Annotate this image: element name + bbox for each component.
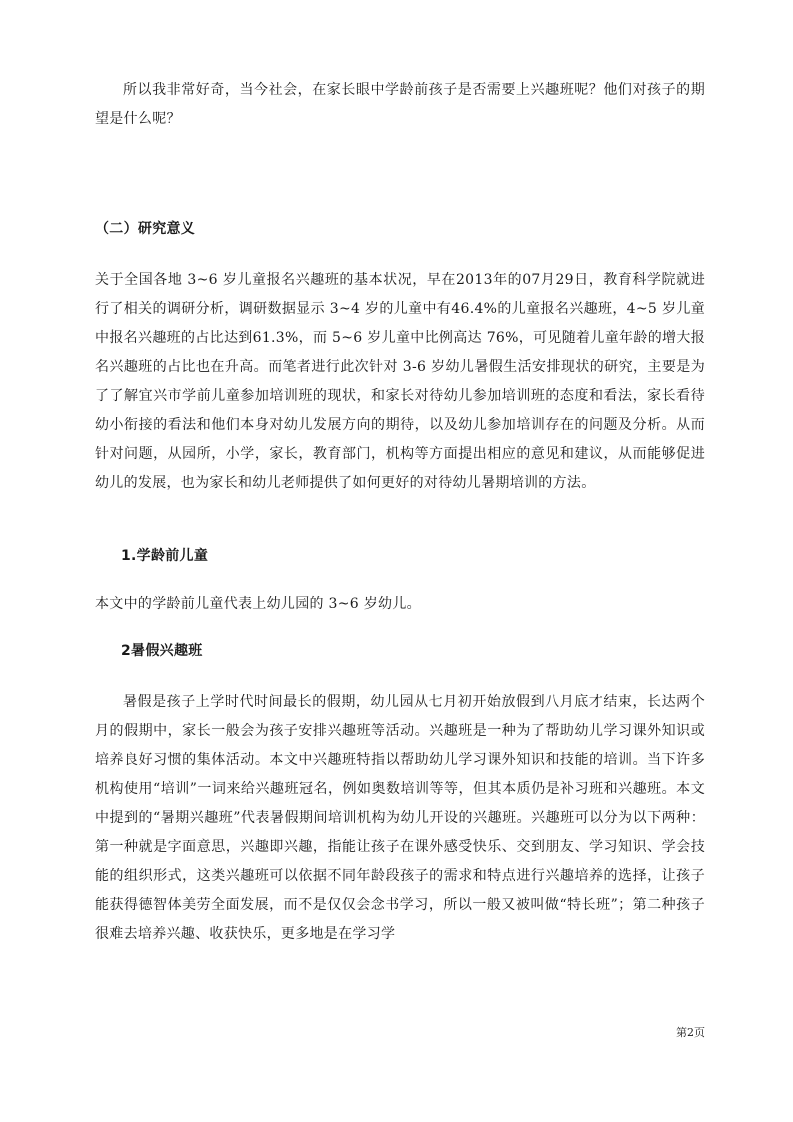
intro-paragraph: 所以我非常好奇，当今社会，在家长眼中学龄前孩子是否需要上兴趣班呢？他们对孩子的期望是什么呢？ (95, 82, 705, 127)
significance-paragraph: 关于全国各地 3~6 岁儿童报名兴趣班的基本状况，早在2013年的07月29日，教育科学院就进行了相关的调研分析，调研数据显示 3~4 岁的儿童中有46.4%的儿童报名兴趣班，4~5 岁儿童中报名兴趣班的占比达到61.3%，而 5~6 岁儿童中比例高达 76%，可见随着儿童年龄的增大报名兴趣班的占比也在升高。而笔者进行此次针对 3-6 岁幼儿暑假生活安排现状的研究，主要是为了了解宜兴市学前儿童参加培训班的现状，和家长对待幼儿参加培训班的态度和看法，家长看待幼小衔接的看法和他们本身对幼儿发展方向的期待，以及幼儿参加培训存在的问题及分析。从而针对问题，从园所，小学，家长，教育部门，机构等方面提出相应的意见和建议，从而能够促进幼儿的发展，也为家长和幼儿老师提供了如何更好的对待幼儿暑期培训的方法。 (95, 272, 705, 491)
page-number: 第2页 (676, 1026, 705, 1039)
section-heading-significance: （二）研究意义 (95, 221, 196, 237)
summer-class-paragraph: 暑假是孩子上学时代时间最长的假期，幼儿园从七月初开始放假到八月底才结束，长达两个月的假期中，家长一般会为孩子安排兴趣班等活动。兴趣班是一种为了帮助幼儿学习课外知识或培养良好习惯的集体活动。本文中兴趣班特指以帮助幼儿学习课外知识和技能的培训。当下许多机构使用“培训”一词来给兴趣班冠名，例如奥数培训等等，但其本质仍是补习班和兴趣班。本文中提到的“暑期兴趣班”代表暑假期间培训机构为幼儿开设的兴趣班。兴趣班可以分为以下两种：第一种就是字面意思，兴趣即兴趣，指能让孩子在课外感受快乐、交到朋友、学习知识、学会技能的组织形式，这类兴趣班可以依据不同年龄段孩子的需求和特点进行兴趣培养的选择，让孩子能获得德智体美劳全面发展，而不是仅仅会念书学习，所以一般又被叫做“特长班”；第二种孩子很难去培养兴趣、收获快乐，更多地是在学习学 (95, 694, 705, 942)
subheading-summer-interest-class: 2暑假兴趣班 (121, 643, 203, 659)
subheading-preschool-children: 1.学龄前儿童 (121, 548, 209, 564)
preschool-definition-paragraph: 本文中的学龄前儿童代表上幼儿园的 3~6 岁幼儿。 (95, 596, 421, 612)
